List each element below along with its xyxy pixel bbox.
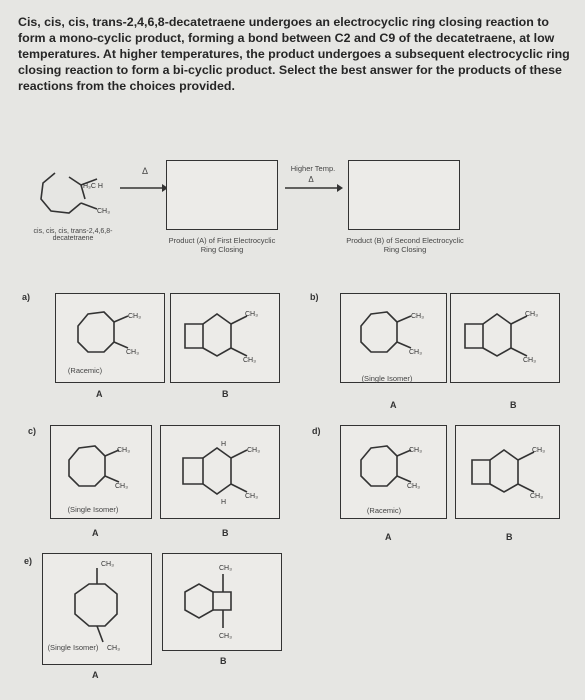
option-a-label-a: A	[96, 389, 103, 399]
option-a-label-b: B	[222, 389, 229, 399]
product-b-caption: Product (B) of Second Electrocyclic Ring Closing	[346, 236, 464, 254]
svg-text:CH₃: CH₃	[101, 561, 114, 568]
question-text: Cis, cis, cis, trans-2,4,6,8-decatetraene undergoes an electrocyclic ring closing reaction to form a mono-cyclic product, forming a bond between C2 and C9 of the decatetraene, at low temperatures. At higher temperatures, the product undergoes a subsequent electrocyclic ring closing reaction to form a bi-cyclic product. Select the best answer for the products of these reactions from the choices provided.	[18, 15, 570, 93]
svg-text:CH₃: CH₃	[243, 357, 256, 364]
product-a-caption: Product (A) of First Electrocyclic Ring Closing	[168, 236, 276, 254]
option-d-structure-b[interactable]	[455, 425, 560, 519]
svg-text:CH₃: CH₃	[115, 483, 128, 490]
bicyclic-structure	[451, 294, 559, 382]
svg-text:CH₃: CH₃	[117, 447, 130, 454]
arrow-2-label: Higher Temp.	[290, 164, 336, 173]
bicyclic-structure	[456, 426, 559, 518]
option-c-label-b: B	[222, 528, 229, 538]
option-d-label-a: A	[385, 532, 392, 542]
option-e-label-b: B	[220, 656, 227, 666]
option-e-note: (Single Isomer)	[47, 643, 99, 652]
svg-text:CH₃: CH₃	[407, 483, 420, 490]
cyclooctatriene-structure	[341, 426, 446, 518]
option-c-structure-b[interactable]	[160, 425, 280, 519]
svg-text:H: H	[221, 441, 227, 448]
arrow-1	[118, 178, 168, 198]
option-a-structure-b[interactable]	[170, 293, 280, 383]
option-b-label-a: A	[390, 400, 397, 410]
svg-text:CH₃: CH₃	[126, 349, 139, 356]
option-c-letter[interactable]: c)	[28, 426, 37, 436]
option-b-letter[interactable]: b)	[310, 292, 319, 302]
bicyclic-structure	[163, 554, 281, 650]
svg-text:CH₃: CH₃	[411, 313, 424, 320]
option-d-letter[interactable]: d)	[312, 426, 321, 436]
bicyclic-structure	[171, 294, 279, 382]
option-c-label-a: A	[92, 528, 99, 538]
product-b-box	[348, 160, 460, 230]
svg-text:CH₃: CH₃	[219, 565, 232, 572]
option-d-structure-a[interactable]	[340, 425, 447, 519]
reactant-methyl-label: H₃C H	[83, 183, 103, 190]
option-d-note: (Racemic)	[366, 506, 402, 515]
bicyclic-structure	[161, 426, 279, 518]
svg-text:CH₃: CH₃	[245, 311, 258, 318]
option-b-structure-a[interactable]	[340, 293, 447, 383]
option-e-letter[interactable]: e)	[24, 556, 33, 566]
svg-text:CH₃: CH₃	[532, 447, 545, 454]
option-b-label-b: B	[510, 400, 517, 410]
option-d-label-b: B	[506, 532, 513, 542]
option-e-structure-b[interactable]	[162, 553, 282, 651]
svg-text:CH₃: CH₃	[107, 645, 120, 652]
arrow-2-delta: Δ	[308, 175, 314, 184]
arrow-1-delta: Δ	[141, 166, 148, 176]
option-e-label-a: A	[92, 670, 99, 680]
svg-text:CH₃: CH₃	[247, 447, 260, 454]
svg-text:CH₃: CH₃	[409, 349, 422, 356]
reactant-name: cis, cis, cis, trans-2,4,6,8-decatetraene	[33, 228, 113, 242]
option-b-structure-b[interactable]	[450, 293, 560, 383]
svg-text:H: H	[221, 499, 227, 506]
svg-text:CH₃: CH₃	[409, 447, 422, 454]
svg-text:CH₃: CH₃	[97, 208, 110, 215]
option-a-letter[interactable]: a)	[22, 292, 31, 302]
svg-text:CH₃: CH₃	[128, 313, 141, 320]
svg-text:CH₃: CH₃	[530, 493, 543, 500]
option-a-note: (Racemic)	[67, 366, 103, 375]
svg-text:CH₃: CH₃	[523, 357, 536, 364]
product-a-box	[166, 160, 278, 230]
svg-text:CH₃: CH₃	[525, 311, 538, 318]
svg-text:CH₃: CH₃	[219, 633, 232, 640]
cyclooctatriene-structure	[341, 294, 446, 382]
svg-text:CH₃: CH₃	[245, 493, 258, 500]
option-b-note: (Single Isomer)	[361, 374, 413, 383]
option-c-note: (Single Isomer)	[67, 505, 119, 514]
